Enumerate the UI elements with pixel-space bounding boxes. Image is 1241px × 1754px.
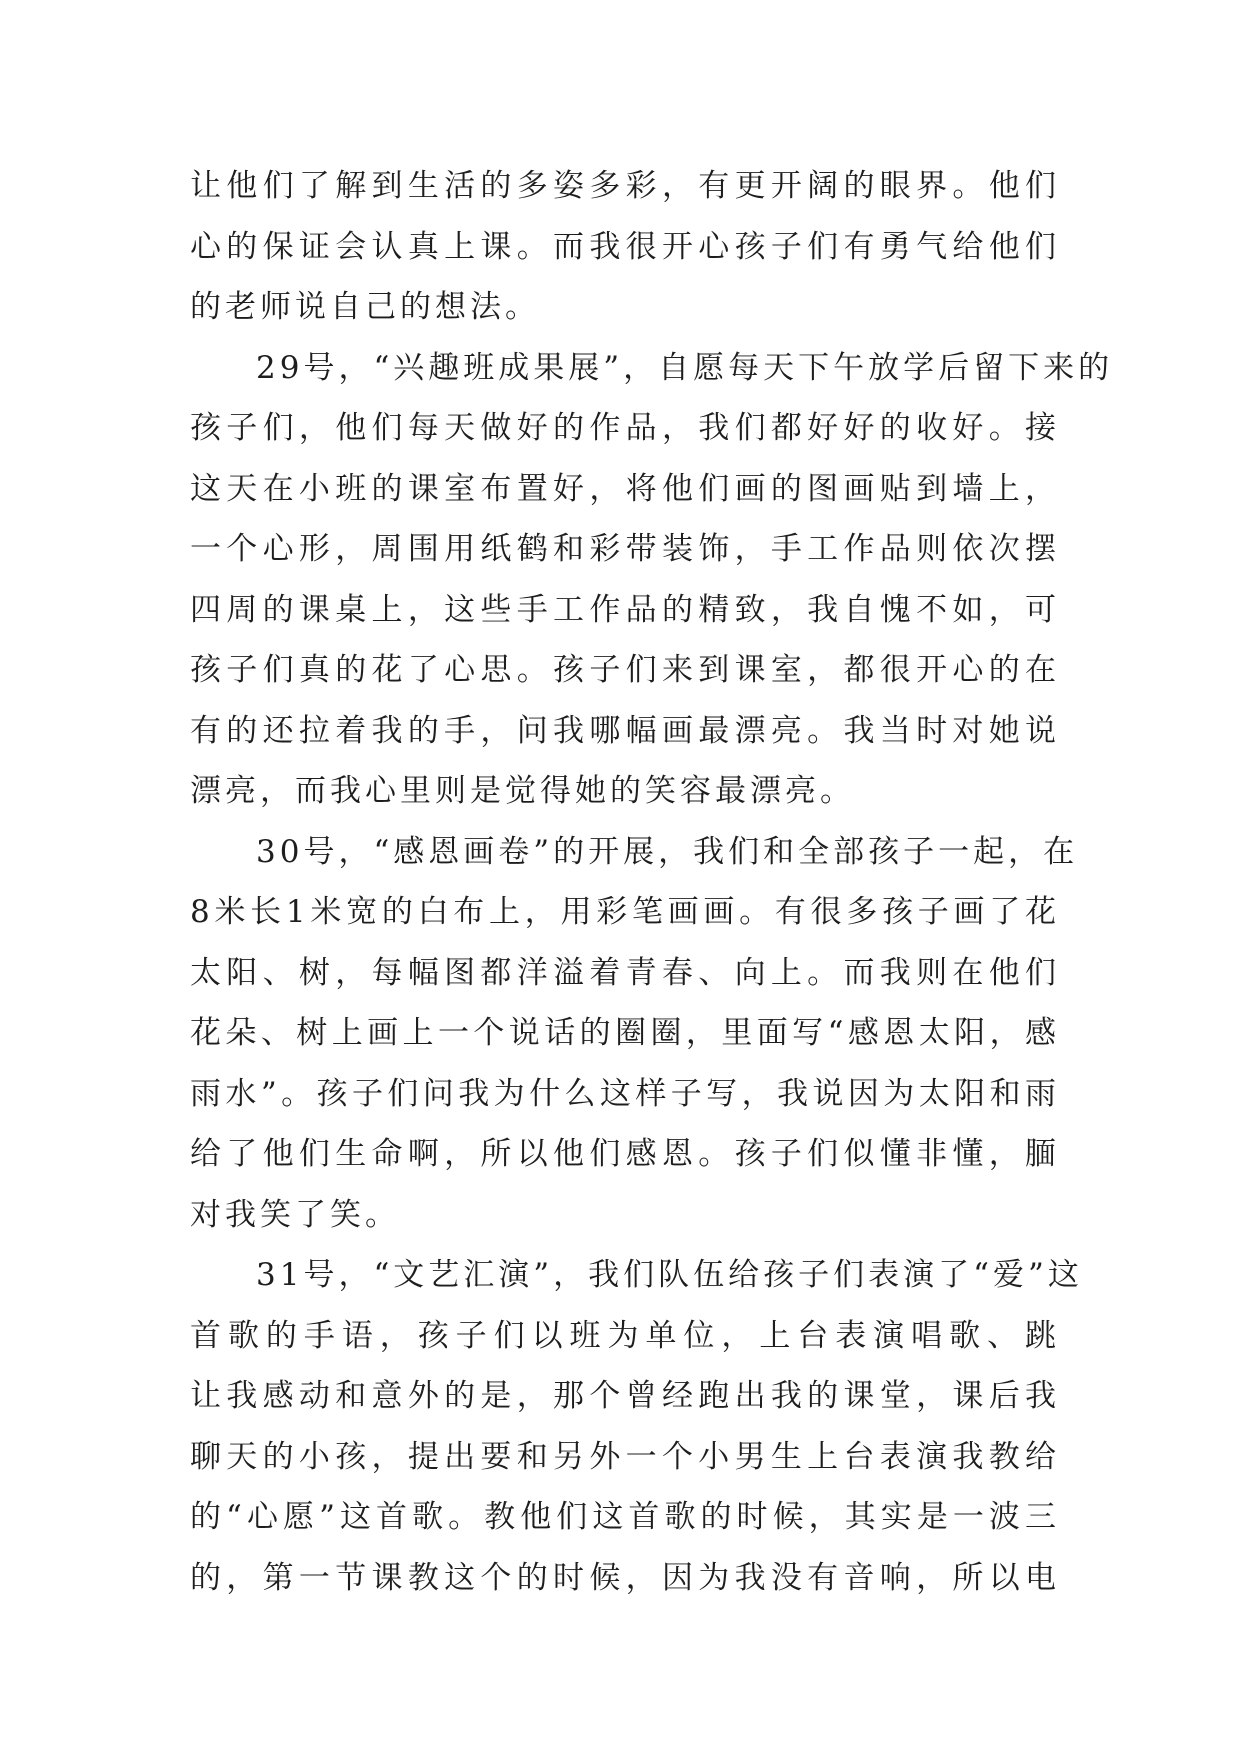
text-line: 31号，“文艺汇演”，我们队伍给孩子们表演了“爱”这 — [256, 1257, 1083, 1293]
text-line: 孩子们真的花了心思。孩子们来到课室，都很开心的在 — [190, 652, 1060, 688]
text-line: 太阳、树，每幅图都洋溢着青春、向上。而我则在他们 — [190, 954, 1060, 991]
text-line: 孩子们，他们每天做好的作品，我们都好好的收好。接 — [190, 410, 1060, 446]
text-line: 漂亮，而我心里则是觉得她的笑容最漂亮。 — [190, 773, 855, 809]
text-line: 让他们了解到生活的多姿多彩，有更开阔的眼界。他们 — [190, 168, 1060, 204]
text-line: 30号，“感恩画卷”的开展，我们和全部孩子一起，在 — [256, 833, 1079, 870]
text-line: 的，第一节课教这个的时候，因为我没有音响，所以电 — [190, 1559, 1060, 1596]
paragraph-1 — [190, 156, 1060, 338]
text-line: 的老师说自己的想法。 — [190, 289, 540, 325]
text-line: 让我感动和意外的是，那个曾经跑出我的课堂，课后我 — [190, 1378, 1060, 1414]
text-line: 的“心愿”这首歌。教他们这首歌的时候，其实是一波三 — [190, 1499, 1060, 1535]
text-line: 聊天的小孩，提出要和另外一个小男生上台表演我教给 — [190, 1438, 1060, 1475]
document-body — [190, 156, 1114, 1608]
text-line: 给了他们生命啊，所以他们感恩。孩子们似懂非懂，腼 — [190, 1136, 1060, 1172]
text-line: 花朵、树上画上一个说话的圈圈，里面写“感恩太阳，感 — [190, 1015, 1060, 1051]
text-line: 这天在小班的课室布置好，将他们画的图画贴到墙上， — [190, 470, 1060, 507]
text-line: 一个心形，周围用纸鹤和彩带装饰，手工作品则依次摆 — [190, 531, 1060, 567]
paragraph-2 — [190, 338, 1114, 822]
text-line: 雨水”。孩子们问我为什么这样子写，我说因为太阳和雨 — [190, 1075, 1060, 1112]
paragraph-3 — [190, 822, 1079, 1246]
text-line: 四周的课桌上，这些手工作品的精致，我自愧不如，可 — [190, 591, 1060, 628]
text-line: 有的还拉着我的手，问我哪幅画最漂亮。我当时对她说 — [190, 712, 1060, 749]
text-line: 29号，“兴趣班成果展”，自愿每天下午放学后留下来的 — [256, 349, 1114, 386]
text-line: 8米长1米宽的白布上，用彩笔画画。有很多孩子画了花 — [190, 894, 1060, 930]
text-line: 对我笑了笑。 — [190, 1196, 400, 1233]
text-line: 首歌的手语，孩子们以班为单位，上台表演唱歌、跳 — [190, 1317, 1060, 1354]
text-line: 心的保证会认真上课。而我很开心孩子们有勇气给他们 — [190, 228, 1060, 265]
paragraph-4 — [190, 1245, 1083, 1608]
